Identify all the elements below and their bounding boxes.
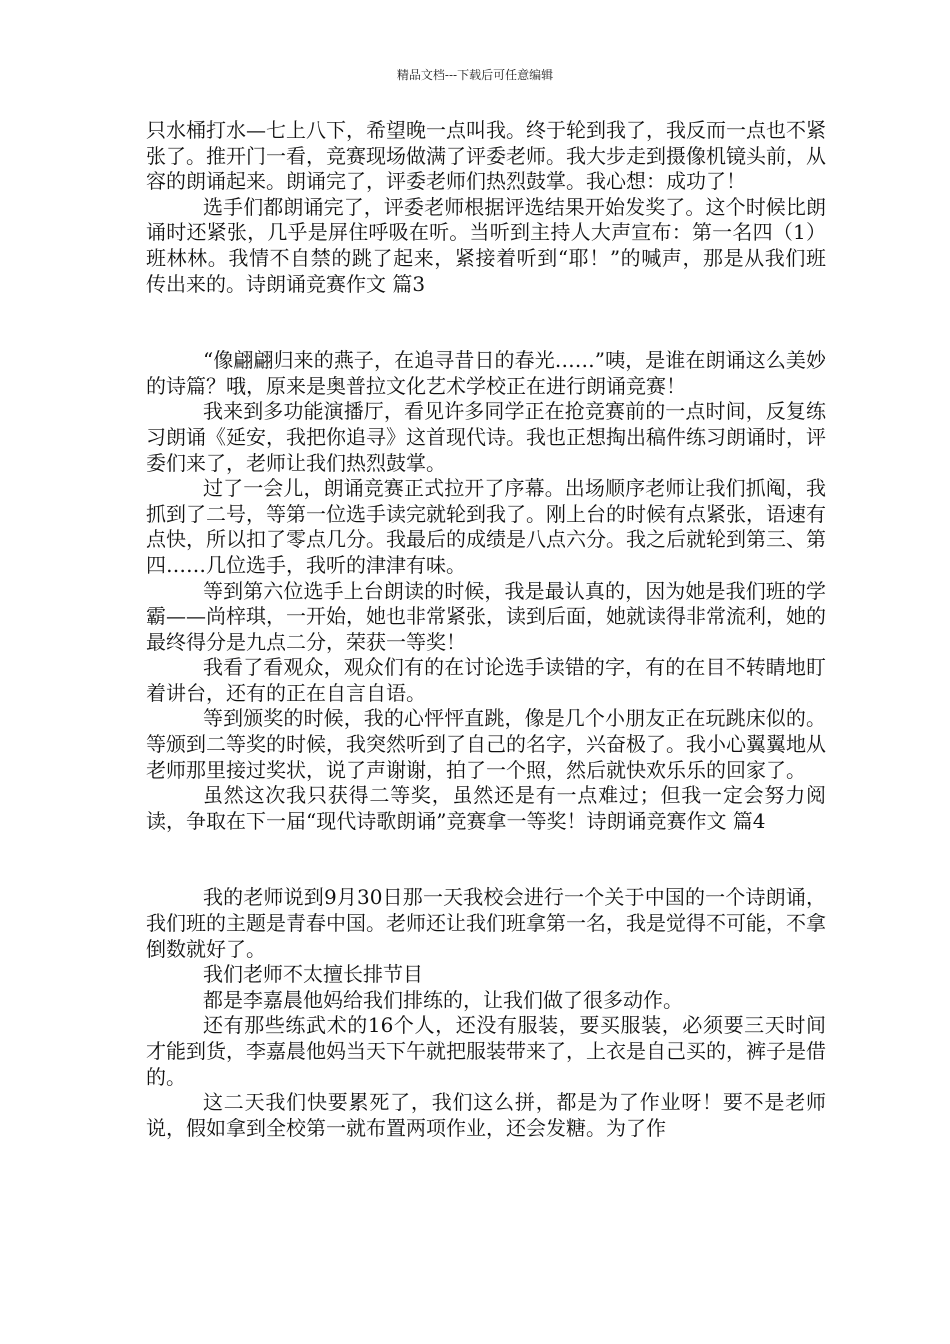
paragraph-4: 我来到多功能演播厅，看见许多同学正在抢竞赛前的一点时间，反复练习朗诵《延安，我把你追寻》这首现代诗。我也正想掏出稿件练习朗诵时，评委们来了，老师让我们热烈鼓掌。	[146, 399, 826, 475]
paragraph-11: 我们老师不太擅长排节目	[203, 962, 423, 987]
page-header: 精品文档---下载后可任意编辑	[396, 68, 554, 82]
paragraph-9: 虽然这次我只获得二等奖，虽然还是有一点难过；但我一定会努力阅读，争取在下一届“现代诗歌朗诵”竞赛拿一等奖！诗朗诵竞赛作文 篇4	[146, 783, 826, 833]
paragraph-2: 选手们都朗诵完了，评委老师根据评选结果开始发奖了。这个时候比朗诵时还紧张，几乎是屏住呼吸在听。当听到主持人大声宣布：第一名四（1）班林林。我情不自禁的跳了起来，紧接着听到“耶！”的喊声，那是从我们班传出来的。诗朗诵竞赛作文 篇3	[146, 194, 826, 296]
paragraph-12: 都是李嘉晨他妈给我们排练的，让我们做了很多动作。	[203, 987, 683, 1012]
paragraph-3: “像翩翩归来的燕子，在追寻昔日的春光……”咦，是谁在朗诵这么美妙的诗篇？哦，原来是奥普拉文化艺术学校正在进行朗诵竞赛！	[146, 348, 826, 398]
paragraph-10: 我的老师说到9月30日那一天我校会进行一个关于中国的一个诗朗诵，我们班的主题是青春中国。老师还让我们班拿第一名，我是觉得不可能，不拿倒数就好了。	[146, 885, 826, 961]
section-gap	[146, 297, 826, 348]
document-body	[146, 118, 826, 1141]
paragraph-5: 过了一会儿，朗诵竞赛正式拉开了序幕。出场顺序老师让我们抓阄，我抓到了二号，等第一位选手读完就轮到我了。刚上台的时候有点紧张，语速有点快，所以扣了零点几分。我最后的成绩是八点六分。我之后就轮到第三、第四……几位选手，我听的津津有味。	[146, 476, 826, 577]
paragraph-13: 还有那些练武术的16个人，还没有服装，要买服装，必须要三天时间才能到货，李嘉晨他妈当天下午就把服装带来了，上衣是自己买的，裤子是借的。	[146, 1013, 826, 1089]
paragraph-14: 这二天我们快要累死了，我们这么拼，都是为了作业呀！要不是老师说，假如拿到全校第一就布置两项作业，还会发糖。为了作	[146, 1090, 826, 1140]
section-gap	[146, 834, 826, 885]
paragraph-1: 只水桶打水—七上八下，希望晚一点叫我。终于轮到我了，我反而一点也不紧张了。推开门一看，竞赛现场做满了评委老师。我大步走到摄像机镜头前，从容的朗诵起来。朗诵完了，评委老师们热烈鼓掌。我心想：成功了！	[146, 118, 826, 194]
paragraph-8: 等到颁奖的时候，我的心怦怦直跳，像是几个小朋友正在玩跳床似的。等颁到二等奖的时候，我突然听到了自己的名字，兴奋极了。我小心翼翼地从老师那里接过奖状，说了声谢谢，拍了一个照，然后就快欢乐乐的回家了。	[146, 706, 826, 782]
paragraph-6: 等到第六位选手上台朗读的时候，我是最认真的，因为她是我们班的学霸——尚梓琪，一开始，她也非常紧张，读到后面，她就读得非常流利，她的最终得分是九点二分，荣获一等奖！	[146, 578, 826, 654]
paragraph-7: 我看了看观众，观众们有的在讨论选手读错的字，有的在目不转睛地盯着讲台，还有的正在自言自语。	[146, 655, 826, 705]
